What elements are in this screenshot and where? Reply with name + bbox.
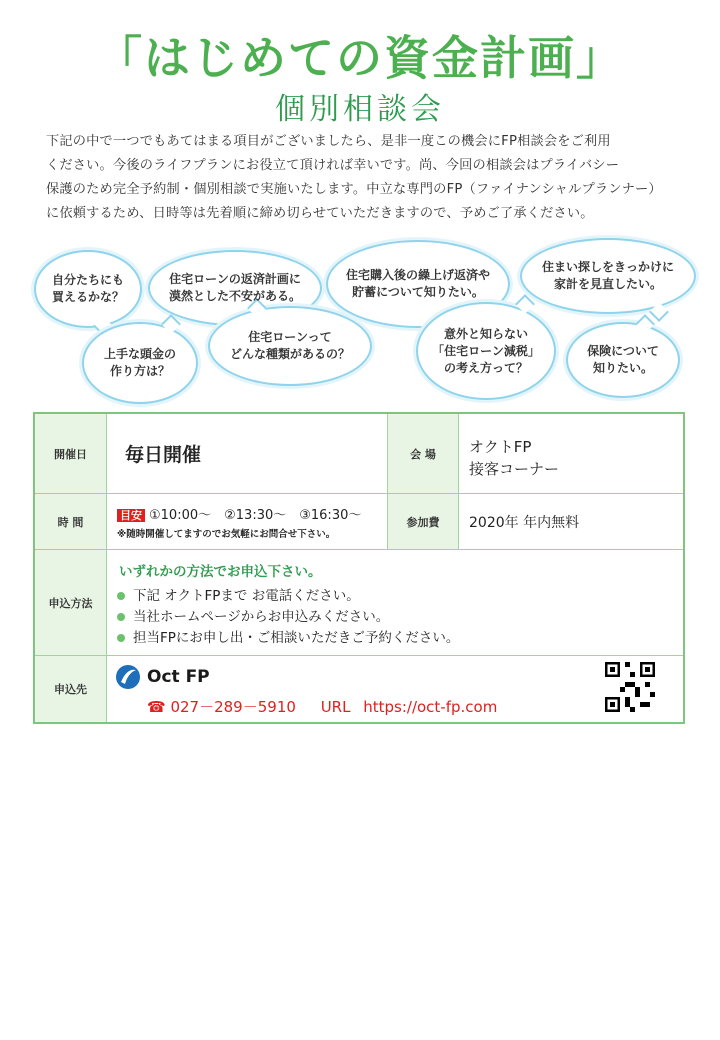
apply-cell (107, 550, 681, 655)
fee-cell (459, 494, 681, 549)
speech-bubble: 住まい探しをきっかけに 家計を見直したい。 (520, 238, 696, 314)
row-date-venue (35, 414, 683, 494)
url-label: URL (320, 698, 351, 716)
page-title: 「はじめての資金計画」 (96, 31, 624, 85)
website-link[interactable]: https://oct-fp.com (363, 698, 498, 716)
oct-fp-logo-icon (115, 664, 141, 690)
date-label: 開催日 (35, 414, 107, 493)
phone-icon: ☎ (147, 698, 166, 716)
speech-bubble: 上手な頭金の 作り方は？ (82, 322, 198, 404)
intro-line: 下記の中で一つでもあてはまる項目がございましたら、是非一度この機会にFP相談会をご利用 (46, 134, 611, 149)
apply-label: 申込方法 (35, 550, 107, 655)
qr-code-icon (605, 662, 655, 712)
time-cell (107, 494, 387, 549)
speech-bubble: 保険について 知りたい。 (566, 322, 680, 398)
venue-label: 会 場 (387, 414, 459, 493)
venue-line1: オクトFP (469, 438, 532, 456)
time-label: 時 間 (35, 494, 107, 549)
company-logo (115, 664, 210, 690)
speech-bubble: 住宅ローンの返済計画に 漠然とした不安がある。 (148, 250, 322, 326)
phone-number[interactable]: 027－289－5910 (170, 698, 296, 716)
intro-line: ください。今後のライフプランにお役立て頂ければ幸いです。尚、今回の相談会はプライバシー (46, 158, 620, 173)
speech-bubble: 意外と知らない 「住宅ローン減税」 の考え方って？ (416, 302, 556, 400)
company-name: Oct FP (147, 667, 210, 687)
apply-method: 担当FPにお申し出・ご相談いただきご予約ください。 (117, 626, 459, 646)
venue-line2: 接客コーナー (469, 460, 560, 478)
time-note: ※随時開催してますのでお気軽にお問合せ下さい。 (117, 529, 336, 540)
row-time-fee (35, 494, 683, 550)
intro-line: 保護のため完全予約制・個別相談で実施いたします。中立な専門のFP（ファイナンシャルプランナー） (46, 182, 662, 197)
bullet-icon (117, 634, 125, 642)
date-cell (107, 414, 387, 493)
fee-label: 参加費 (387, 494, 459, 549)
date-value: 毎日開催 (125, 444, 202, 466)
contact-line (147, 696, 497, 717)
time-badge: 目安 (117, 509, 145, 522)
apply-heading: いずれかの方法でお申込下さい。 (119, 564, 322, 580)
venue-cell (459, 414, 681, 493)
intro-line: に依頼するため、日時等は先着順に締め切らせていただきますので、予めご了承ください。 (46, 206, 594, 221)
apply-method: 当社ホームページからお申込みください。 (117, 605, 389, 625)
intro-paragraph (46, 130, 678, 226)
bullet-icon (117, 613, 125, 621)
apply-method: 下記 オクトFPまで お電話ください。 (117, 584, 360, 604)
speech-bubble: 自分たちにも 買えるかな？ (34, 250, 142, 328)
info-table (33, 412, 685, 724)
contact-cell (107, 656, 681, 722)
speech-bubble: 住宅ローンって どんな種類があるの？ (208, 306, 372, 386)
fee-value: 2020年 年内無料 (469, 514, 580, 531)
contact-label: 申込先 (35, 656, 107, 722)
row-apply (35, 550, 683, 656)
bullet-icon (117, 592, 125, 600)
speech-bubble: 住宅購入後の繰上げ返済や 貯蓄について知りたい。 (326, 240, 510, 328)
row-contact (35, 656, 683, 722)
page-subtitle: 個別相談会 (275, 92, 445, 127)
time-slots: ①10:00～ ②13:30～ ③16:30～ (149, 508, 362, 523)
